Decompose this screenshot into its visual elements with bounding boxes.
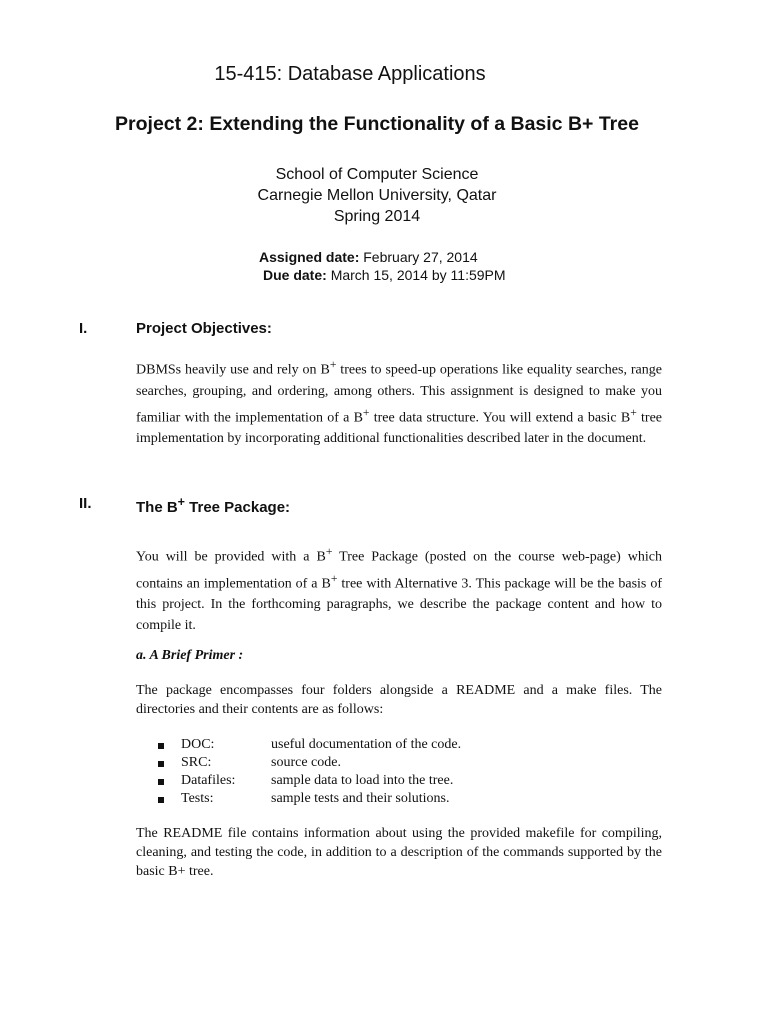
section-2-number: II. (79, 495, 92, 512)
package-paragraph: You will be provided with a B+ Tree Package (posted on the course web-page) which contains an implementation of a B+ tree with Alternative 3. This package will be the basis of this project. In the forthcoming paragraphs, we describe the package content and how to compile it. (136, 545, 662, 634)
institution-school: School of Computer Science (275, 166, 479, 183)
institution-term: Spring 2014 (333, 208, 421, 225)
assigned-date (259, 249, 478, 265)
institution-university: Carnegie Mellon University, Qatar (257, 187, 497, 204)
square-bullet-icon (158, 761, 164, 767)
readme-paragraph: The README file contains information about using the provided makefile for compiling, cleaning, and testing the code, in addition to a description of the commands supported by the basic B+ tree. (136, 826, 662, 879)
due-date (263, 267, 506, 283)
subsection-a-title: a. A Brief Primer : (136, 648, 244, 663)
square-bullet-icon (158, 743, 164, 749)
primer-intro-paragraph: The package encompasses four folders alongside a README and a make files. The directories and their contents are as follows: (136, 683, 662, 717)
square-bullet-icon (158, 779, 164, 785)
project-title: Project 2: Extending the Functionality of a Basic B+ Tree (115, 113, 639, 135)
section-1-title: Project Objectives: (136, 320, 272, 337)
course-title: 15-415: Database Applications (214, 63, 486, 85)
section-1-number: I. (79, 320, 88, 337)
objectives-paragraph: DBMSs heavily use and rely on B+ trees to speed-up operations like equality searches, range searches, grouping, and ordering, among others. This assignment is designed to make you familiar with the implementation of a B+ tree data structure. You will extend a basic B+ tree implementation by incorporating additional functionalities described later in the document. (136, 358, 662, 447)
square-bullet-icon (158, 797, 164, 803)
assigned-date-label: Assigned date: (259, 249, 360, 265)
section-2-title: The B+ Tree Package: (136, 495, 291, 516)
assigned-date-value: February 27, 2014 (363, 249, 478, 265)
due-date-value: March 15, 2014 by 11:59PM (330, 267, 506, 283)
due-date-label: Due date: (263, 267, 327, 283)
